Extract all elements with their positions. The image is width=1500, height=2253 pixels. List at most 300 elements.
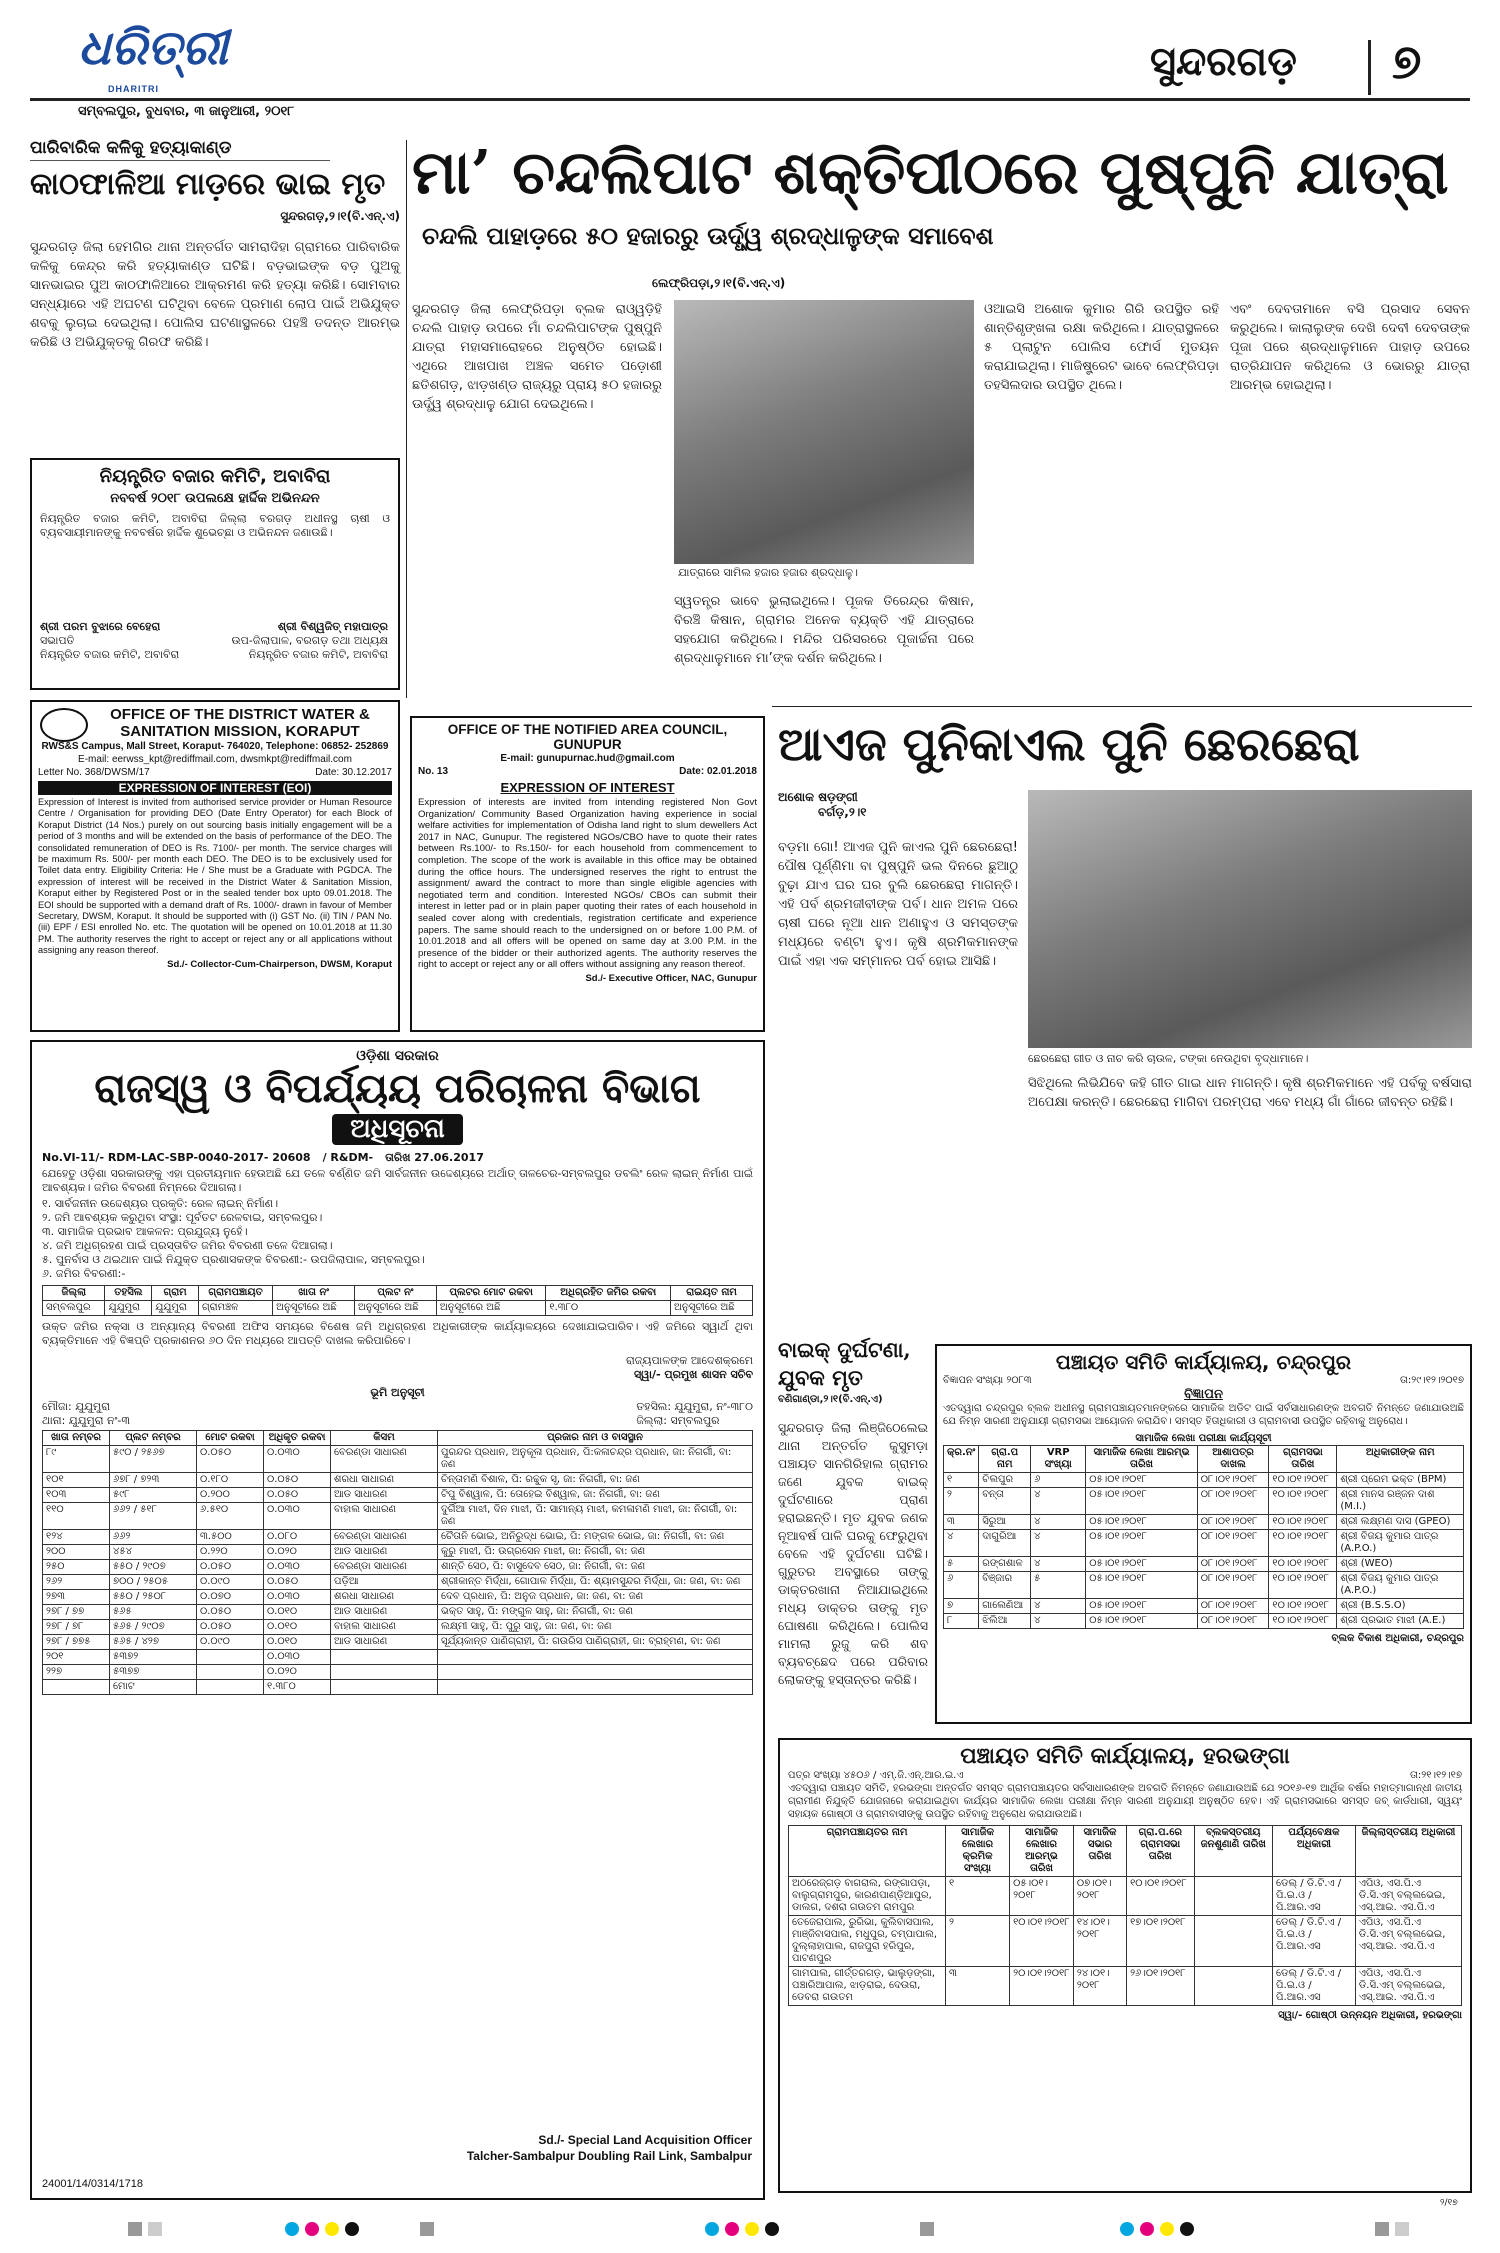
table-row: [944, 1515, 1464, 1530]
table-cell: ଡେଲ୍ / ଡି.ଟି.ଏ / ପି.ଇ.ଓ / ପି.ଆର.ଏସ: [1272, 1877, 1355, 1916]
chherchhera-dateline: ବର୍ଗଡ଼,୨।୧: [818, 805, 867, 819]
table-cell: ୦.୦୩୦: [264, 1650, 331, 1665]
table-cell: ୦୫।୦୧।୨୦୧୮: [1086, 1614, 1198, 1629]
gray-patch: [128, 2222, 142, 2236]
table-cell: ୦.୦୫୦: [197, 1446, 264, 1473]
chandrapur-table: [943, 1445, 1464, 1629]
table-header: VRP ସଂଖ୍ୟା: [1031, 1446, 1086, 1473]
table-cell: ଅନୁସୂଚୀରେ ଅଛି: [273, 1301, 355, 1316]
table-cell: ୧: [944, 1473, 979, 1488]
revenue-notification-ad: [30, 1040, 765, 2200]
table-cell: ୧୦।୦୧।୨୦୧୮: [1269, 1530, 1337, 1557]
table-cell: ୦.୦୫୦: [197, 1605, 264, 1620]
table-row: [944, 1599, 1464, 1614]
table-row: [43, 1590, 753, 1605]
dateline-bar: [30, 98, 1470, 101]
yellow-dot: [1160, 2222, 1174, 2236]
table-cell: ୨୭୮ / ୭୮: [43, 1620, 110, 1635]
table-header: ଗ୍ରାମ: [152, 1286, 199, 1301]
chherchhera-photo-caption: ଛେରଛେରା ଗୀତ ଓ ନାଚ କରି ଚାଉଳ, ଟଙ୍କା ନେଉଥିବା ବୃଦ୍ଧାମାନେ।: [1028, 1052, 1309, 1065]
gray-patch: [1375, 2222, 1389, 2236]
table-cell: ଏପିଓ, ଏସ.ପି.ଏ ଡି.ସି.ଏମ୍ ବଲ୍ଲଭେଇ, ଏସ୍.ଆଇ. ଏସ.ପି.ଏ: [1355, 1916, 1461, 1967]
table-cell: ୨୦୦: [43, 1545, 110, 1560]
table-row: [789, 1967, 1462, 2006]
table-cell: ୫୬୫ / ୨୯୦୭: [110, 1620, 197, 1635]
table-header: ସାମାଜିକ ସଭାର ତାରିଖ: [1073, 1826, 1126, 1877]
table-cell: ଶ୍ରୀ (B.S.S.O): [1337, 1599, 1464, 1614]
masthead: [0, 0, 1500, 125]
table-cell: ୮: [944, 1614, 979, 1629]
table-row: [43, 1620, 753, 1635]
table-cell: ଆଡ ସାଧାରଣ: [331, 1635, 438, 1650]
table-cell: ୫୫୦ / ୨୯୦୭: [110, 1560, 197, 1575]
table-cell: ୧.୩୮୦: [264, 1680, 331, 1695]
rev-banner: ଅଧିସୂଚନା: [332, 1114, 462, 1145]
table-cell: ଅନୁସୂଚୀରେ ଅଛି: [436, 1301, 546, 1316]
table-row: [43, 1473, 753, 1488]
chherchhera-photo: [1028, 790, 1472, 1048]
chandrapur-body: ଏତଦ୍ୱାରା ଚନ୍ଦ୍ରପୁର ବ୍ଲକ ଅଧୀନସ୍ଥ ଗ୍ରାମପଞ୍ଚାୟତମାନଙ୍କରେ ସାମାଜିକ ଅଡିଟ ପାଇଁ ସର୍ବସାଧାରଣଙ୍କ ଅବଗତି ନିମନ୍ତେ ଜଣାଯାଉଅଛି ଯେ ନିମ୍ନ ସାରଣୀ ଅନୁଯାୟୀ ଗ୍ରାମସଭା ଆୟୋଜନ କରାଯିବ। ସମସ୍ତ ହିତାଧିକାରୀ ଓ ଗ୍ରାମବାସୀ ଉପସ୍ଥିତ ରହିବାକୁ ଅନୁରୋଧ।: [943, 1403, 1464, 1427]
table-header: ପ୍ଲଟ ନମ୍ବର: [110, 1431, 197, 1446]
main-photo: [674, 300, 974, 582]
table-cell: ୫୯୮: [110, 1488, 197, 1503]
table-cell: [438, 1650, 753, 1665]
nac-date: Date: 02.01.2018: [679, 766, 757, 777]
nac-gunupur-ad: [410, 716, 765, 1032]
table-cell: ପଡ଼ିଆ: [331, 1575, 438, 1590]
table-cell: ୩.୫୦୦: [197, 1530, 264, 1545]
table-header-row: [43, 1431, 753, 1446]
table-cell: ୬୭୮ / ୭୨୩: [110, 1473, 197, 1488]
table-cell: ୬୬୨: [110, 1530, 197, 1545]
table-cell: ଝିଲିଆ: [979, 1614, 1031, 1629]
rev-dept: ରାଜସ୍ୱ ଓ ବିପର୍ଯ୍ୟୟ ପରିଚାଳନା ବିଭାଗ: [94, 1065, 701, 1112]
chandrapur-sign: ବ୍ଲକ ବିକାଶ ଅଧିକାରୀ, ଚନ୍ଦ୍ରପୁର: [1331, 1633, 1464, 1644]
section-divider: [1368, 40, 1371, 95]
table-cell: ୦.୦୫୦: [264, 1488, 331, 1503]
dwsm-letter-no: Letter No. 368/DWSM/17: [38, 767, 150, 778]
table-cell: ୫୫୦ / ୨୫୦୮: [110, 1590, 197, 1605]
table-header: ସାମାଜିକ ଲେଖାର କ୍ରମିକ ସଂଖ୍ୟା: [946, 1826, 1010, 1877]
table-cell: ଶାନ୍ତି ସେଠ, ପି: ବାସୁଦେବ ସେଠ, ଜା: ନିଗର୍ଗୀ, ବା: ଜଣ: [438, 1560, 753, 1575]
main-dateline: ଲେଫ୍ରିପଡ଼ା,୨।୧(ବି.ଏନ୍.ଏ): [652, 276, 786, 290]
table-header: ପ୍ରଜାର ନାମ ଓ ବାସସ୍ଥାନ: [438, 1431, 753, 1446]
rev-code: 24001/14/0314/1718: [42, 2178, 143, 2190]
sign-role: ସଭାପତି: [40, 634, 75, 647]
table-row: [43, 1301, 753, 1316]
magenta-dot: [305, 2222, 319, 2236]
table-cell: ୧୦।୦୧।୨୦୧୮: [1269, 1515, 1337, 1530]
table-cell: ଡେଲ୍ / ଡି.ଟି.ଏ / ପି.ଇ.ଓ / ପି.ଆର.ଏସ: [1272, 1916, 1355, 1967]
harbhanga-body: ଏତଦ୍ୱାରା ପଞ୍ଚାୟତ ସମିତି, ହରଭଙ୍ଗା ଅନ୍ତର୍ଗତ ସମସ୍ତ ଗ୍ରାମପଞ୍ଚାୟତର ସର୍ବସାଧାରଣଙ୍କ ଅବଗତି ନିମନ୍ତେ ଜଣାଯାଉଅଛି ଯେ ୨୦୧୬-୧୭ ଆର୍ଥିକ ବର୍ଷର ମହାତ୍ମାଗାନ୍ଧୀ ଜାତୀୟ ଗ୍ରାମୀଣ ନିଯୁକ୍ତି ଯୋଜନାରେ କରାଯାଇଥିବା କାର୍ଯ୍ୟର ସାମାଜିକ ଲେଖା ପରୀକ୍ଷା ନିମ୍ନ ସାରଣୀ ଅନୁଯାୟୀ ଅନୁଷ୍ଠିତ ହେବ। ଏହି ଗ୍ରାମସଭାରେ ସମସ୍ତ ଜବ୍ କାର୍ଡଧାରୀ, ସ୍ୱୟଂ ସହାୟକ ଗୋଷ୍ଠୀ ଓ ଗ୍ରାମବାସୀଙ୍କୁ ଉପସ୍ଥିତ ରହିବାକୁ ଅନୁରୋଧ କରାଯାଉଅଛି।: [788, 1783, 1462, 1820]
table-cell: ୦୫।୦୧।୨୦୧୮: [1086, 1473, 1198, 1488]
dwsm-sign: Sd./- Collector-Cum-Chairperson, DWSM, Koraput: [167, 958, 392, 970]
magenta-dot: [725, 2222, 739, 2236]
table-cell: ଆଡ ସାଧାରଣ: [331, 1545, 438, 1560]
black-dot: [765, 2222, 779, 2236]
table-cell: ୧୦।୦୧।୨୦୧୮: [1269, 1473, 1337, 1488]
table-cell: [197, 1680, 264, 1695]
main-col2: ସ୍ୱତନ୍ତ୍ର ଭାବେ ଭୁଲାଇଥିଲେ। ପୂଜକ ତିରେନ୍ଦ୍ର କିଷାନ, ବିରଞ୍ଚି କିଷାନ, ଗ୍ରାମର ଅନେକ ବ୍ୟକ୍ତି ଏହି ଯାତ୍ରାରେ ସହଯୋଗ କରିଥିଲେ। ମନ୍ଦିର ପରିସରରେ ପୂଜାର୍ଚ୍ଚନା ପରେ ଶ୍ରଦ୍ଧାଳୁମାନେ ମା’ଙ୍କ ଦର୍ଶନ କରିଥିଲେ।: [674, 594, 974, 666]
table-cell: ୩: [944, 1515, 979, 1530]
nac-ref-row: [418, 765, 757, 778]
rev-governor: ରାଜ୍ୟପାଳଙ୍କ ଆଦେଶକ୍ରମେ: [626, 1354, 753, 1367]
chandrapur-table-title: ସାମାଜିକ ଲେଖା ପରୀକ୍ଷା କାର୍ଯ୍ୟସୂଚୀ: [1135, 1433, 1272, 1444]
rev-item: ୪. ଜମି ଅଧିଗ୍ରହଣ ପାଇଁ ପ୍ରସ୍ତାବିତ ଜମିର ବିବରଣୀ ତଳେ ଦିଆଗଲା।: [42, 1239, 333, 1252]
table-header: ଅଧିଗ୍ରହିତ ଜମିର ରକବା: [546, 1286, 671, 1301]
dwsm-date: Date: 30.12.2017: [315, 767, 392, 778]
table-cell: ୦୮।୦୧।୨୦୧୮: [1197, 1599, 1269, 1614]
newspaper-logo-sub: DHARITRI: [108, 84, 159, 94]
harbhanga-ad: [778, 1738, 1472, 2193]
table-cell: ବିଞ୍ଜାର: [979, 1572, 1031, 1599]
table-cell: ୪: [1031, 1557, 1086, 1572]
table-cell: କୁରୁ ମାଝୀ, ପି: ଉଗ୍ରସେନ ମାଝୀ, ଜା: ନିଗର୍ଗୀ, ବା: ଜଣ: [438, 1545, 753, 1560]
table-cell: ଯୁଯୁମୁରା: [152, 1301, 199, 1316]
rev-body: ଯେହେତୁ ଓଡ଼ିଶା ସରକାରଙ୍କୁ ଏହା ପ୍ରତୀୟମାନ ହେଉଅଛି ଯେ ତଳେ ବର୍ଣ୍ଣିତ ଜମି ସାର୍ବଜନୀନ ଉଦ୍ଦେଶ୍ୟରେ ଅର୍ଥାତ୍ ତାଳଚେର-ସମ୍ବଲପୁର ଡବଲିଂ ରେଳ ଲାଇନ୍ ନିର୍ମାଣ ପାଇଁ ଆବଶ୍ୟକ। ଜମିର ବିବରଣୀ ନିମ୍ନରେ ଦିଆଗଲା।: [42, 1167, 753, 1194]
gray-patch: [1395, 2222, 1409, 2236]
table-row: [43, 1680, 753, 1695]
table-cell: ୨୪।୦୧।୨୦୧୮: [1073, 1967, 1126, 2006]
table-cell: ୨: [946, 1916, 1010, 1967]
table-cell: ୫: [944, 1557, 979, 1572]
nac-email: E-mail: gunupurnac.hud@gmail.com: [500, 753, 675, 764]
footer-code: ୨/୧୭: [1440, 2198, 1458, 2208]
table-cell: ୦.୨୦୦: [197, 1488, 264, 1503]
table-header: ଅଧିକାରୀଙ୍କ ନାମ: [1337, 1446, 1464, 1473]
table-cell: ୨୭୩: [43, 1590, 110, 1605]
table-cell: ଏପିଓ, ଏସ.ପି.ଏ ଡି.ସି.ଏମ୍ ବଲ୍ଲଭେଇ, ଏସ୍.ଆଇ. ଏସ.ପି.ଏ: [1355, 1967, 1461, 2006]
table-cell: ଶ୍ରୀ ପ୍ରଭାତ ମାଝୀ (A.E.): [1337, 1614, 1464, 1629]
yellow-dot: [325, 2222, 339, 2236]
table-row: [43, 1665, 753, 1680]
main-col3: ଓଆଇସି ଅଶୋକ କୁମାର ଗିରି ଉପସ୍ଥିତ ରହି ଶାନ୍ତିଶୃଙ୍ଖଳା ରକ୍ଷା କରିଥିଲେ। ଯାତ୍ରାସ୍ଥଳରେ ୫ ପ୍ଲାଟୁନ ପୋଲିସ ଫୋର୍ସ ମୁତୟନ କରାଯାଇଥିଲା। ମାଜିଷ୍ଟ୍ରେଟ ଭାବେ ଲେଫ୍ରିପଡ଼ା ତହସିଲଦାର ଉପସ୍ଥିତ ଥିଲେ।: [984, 302, 1219, 393]
rev-land-table: [42, 1430, 753, 1695]
table-cell: ଅଠରେଜ୍‌ଗଡ଼ ବାଗରାଲ, ରଙ୍ଗାପଡ଼ା, ବାଲୁଗ୍ରାମପୁର, କାରଣପାଣ୍ଡ଼ିଆପୁର, ଡାଲଗ, ଦଶରା ଗଉତମ ରାମପୁର: [789, 1877, 946, 1916]
table-cell: ୦.୦୮୦: [264, 1530, 331, 1545]
table-header: ଖାତା ନମ୍ବର: [43, 1431, 110, 1446]
table-cell: ୨୭୮ / ୭୭୫: [43, 1635, 110, 1650]
table-cell: ୬: [944, 1572, 979, 1599]
table-row: [944, 1572, 1464, 1599]
rev-sign: [452, 2132, 752, 2164]
chandrapur-ad: [935, 1344, 1472, 1724]
table-cell: [438, 1680, 753, 1695]
nac-no: No. 13: [418, 766, 449, 777]
table-row: [944, 1557, 1464, 1572]
table-cell: ୦୫।୦୧।୨୦୧୮: [1010, 1877, 1074, 1916]
table-header: କ୍ର.ନଂ: [944, 1446, 979, 1473]
rev-summary-table: [42, 1285, 753, 1316]
table-cell: ୦.୦୩୦: [264, 1503, 331, 1530]
bike-dateline: ବଣିଗାଣ୍ଡା,୨।୧(ବି.ଏନ୍.ଏ): [778, 1394, 883, 1405]
harbhanga-notice-no: ପତ୍ର ସଂଖ୍ୟା ୪୫୦୬ / ଏମ୍.ଜି.ଏନ୍.ଆର.ଇ.ଏ: [788, 1770, 964, 1781]
table-cell: ୧୨୪: [43, 1530, 110, 1545]
rev-thana: ଥାନା: ଯୁଯୁମୁରା ନଂ-୩: [42, 1414, 131, 1427]
table-cell: ସିରୁଆ: [979, 1515, 1031, 1530]
table-cell: ଶ୍ରୀ ବିଜୟ କୁମାର ପାତ୍ର (A.P.O.): [1337, 1572, 1464, 1599]
black-dot: [345, 2222, 359, 2236]
table-header: କିସମ: [331, 1431, 438, 1446]
table-header: ଗ୍ରା.ପ ନାମ: [979, 1446, 1031, 1473]
table-cell: ୨: [944, 1488, 979, 1515]
main-subhead: ଚନ୍ଦଲି ପାହାଡ଼ରେ ୫୦ ହଜାରରୁ ଊର୍ଦ୍ଧ୍ୱ ଶ୍ରଦ୍ଧାଳୁଙ୍କ ସମାବେଶ: [422, 222, 994, 250]
table-cell: ୦.୧୮୦: [197, 1473, 264, 1488]
rev-ref-no: No.VI-11/- RDM-LAC-SBP-0040-2017- 20608: [42, 1151, 311, 1164]
rev-tahasil: ତହସିଲ: ଯୁଯୁମୁରା, ନଂ-୩୮୦: [636, 1400, 753, 1413]
chandrapur-heading: ବିଜ୍ଞାପନ: [1184, 1387, 1223, 1402]
table-cell: ବାହାଲ ସାଧାରଣ: [331, 1503, 438, 1530]
table-cell: ଦେବ ପ୍ରଧାନ, ପି: ଅନୁଜ ପ୍ରଧାନ, ଜା: ଜଣ, ବା: ଜଣ: [438, 1590, 753, 1605]
table-cell: ୦୫।୦୧।୨୦୧୮: [1086, 1530, 1198, 1557]
table-cell: ସମ୍ବଲପୁର: [43, 1301, 105, 1316]
table-cell: ୨୦୧: [43, 1650, 110, 1665]
table-cell: ୦୫।୦୧।୨୦୧୮: [1086, 1599, 1198, 1614]
rev-item: ୫. ପୁନର୍ବାସ ଓ ଥଇଥାନ ପାଇଁ ନିଯୁକ୍ତ ପ୍ରଶାସକଙ୍କ ବିବରଣୀ:- ଉପଜିଲାପାଳ, ସମ୍ବଲପୁର।: [42, 1253, 425, 1266]
table-cell: ଟିପୁ ବିଶ୍ୱାଳ, ପି: ତୋହେଇ ବିଶ୍ୱାଳ, ଜା: ନିଗର୍ଗୀ, ବା: ଜଣ: [438, 1488, 753, 1503]
table-cell: ୪୫୪: [110, 1545, 197, 1560]
table-cell: ୦.୦୧୦: [264, 1635, 331, 1650]
table-cell: ଗ୍ରାମଞ୍ଚଳ: [198, 1301, 272, 1316]
table-cell: ଗାମପାଲ, ଗୀର୍ତ୍ତରଗଡ଼, ଭାଲୁଡ଼ଙ୍ଗା, ପଞ୍ଚାରିଆପାଲ, ଝାଡ଼ରାଇ, ଦେଉରା, ଡେବରା ଗଉତମ: [789, 1967, 946, 2006]
table-cell: ୨୭୮ / ୭୭: [43, 1605, 110, 1620]
table-cell: ଶ୍ରୀକାନ୍ତ ମିର୍ଦ୍ଧା, ଗୋପାଳ ମିର୍ଦ୍ଧା, ପି: ଶ୍ୟାମସୁନ୍ଦର ମିର୍ଦ୍ଧା, ଜା: ଜଣ, ବା: ଜଣ: [438, 1575, 753, 1590]
table-cell: [43, 1680, 110, 1695]
table-cell: ୭୦୦ / ୨୫୦୫: [110, 1575, 197, 1590]
table-cell: ୨୨୭: [43, 1665, 110, 1680]
table-cell: ୦.୦୯୦: [197, 1575, 264, 1590]
table-cell: ଅନୁସୂଚୀରେ ଅଛି: [671, 1301, 753, 1316]
table-row: [944, 1530, 1464, 1557]
story-dateline: ସୁନ୍ଦରଗଡ଼,୨।୧(ବି.ଏନ୍.ଏ): [280, 209, 400, 223]
table-cell: ୦୭।୦୧।୨୦୧୮: [1073, 1877, 1126, 1916]
table-cell: ୦୫।୦୧।୨୦୧୮: [1086, 1557, 1198, 1572]
section-title: ସୁନ୍ଦରଗଡ଼: [1150, 38, 1297, 85]
table-cell: ଅନୁସୂଚୀରେ ଅଛି: [355, 1301, 437, 1316]
table-cell: ୪: [1031, 1515, 1086, 1530]
table-header: ଅଧିକୃତ ରକବା: [264, 1431, 331, 1446]
table-cell: ସୂର୍ଯ୍ୟକାନ୍ତ ପାଣିଗ୍ରାହୀ, ପି: ଗଉରିସ ପାଣିଗ୍ରାହୀ, ଜା: ବ୍ରାହ୍ମଣ, ବା: ଜଣ: [438, 1635, 753, 1650]
chandrapur-title: ପଞ୍ଚାୟତ ସମିତି କାର୍ଯ୍ୟାଳୟ, ଚନ୍ଦ୍ରପୁର: [1055, 1350, 1352, 1374]
ad-subtitle: ନବବର୍ଷ ୨୦୧୮ ଉପଲକ୍ଷେ ହାର୍ଦ୍ଦିକ ଅଭିନନ୍ଦନ: [110, 491, 320, 506]
table-row: [944, 1614, 1464, 1629]
rev-banner-wrap: [42, 1114, 753, 1145]
table-cell: [331, 1680, 438, 1695]
story-murder: [30, 138, 400, 450]
table-header: ପ୍ଲଟର ମୋଟ ରକବା: [436, 1286, 546, 1301]
sign-name: ଶ୍ରୀ ବିଶ୍ୱଜିତ୍ ମହାପାତ୍ର: [277, 620, 388, 633]
table-cell: ୦୮।୦୧।୨୦୧୮: [1197, 1515, 1269, 1530]
table-cell: [1194, 1967, 1272, 2006]
sign-org: ନିୟନ୍ତ୍ରିତ ବଜାର କମିଟି, ଅବାବିରା: [248, 648, 388, 661]
table-cell: ୫୯୦ / ୨୫୬୭: [110, 1446, 197, 1473]
market-committee-ad: [30, 458, 400, 690]
black-dot: [1180, 2222, 1194, 2236]
gray-patch: [148, 2222, 162, 2236]
table-cell: ରଙ୍ଗଶାଳ: [979, 1557, 1031, 1572]
table-cell: ୦.୦୨୦: [264, 1545, 331, 1560]
table-cell: ୬.୫୧୦: [197, 1503, 264, 1530]
table-cell: ଶ୍ରୀ ବିଜୟ କୁମାର ପାତ୍ର (A.P.O.): [1337, 1530, 1464, 1557]
dwsm-title: OFFICE OF THE DISTRICT WATER & SANITATION MISSION, KORAPUT: [110, 706, 370, 740]
dwsm-address: RWS&S Campus, Mall Street, Koraput- 764020, Telephone: 06852- 252869: [41, 741, 389, 752]
table-cell: ଚିଲପୁର: [979, 1473, 1031, 1488]
table-cell: [331, 1650, 438, 1665]
table-cell: ୧୦୧: [43, 1473, 110, 1488]
table-cell: ୦୮।୦୧।୨୦୧୮: [1197, 1557, 1269, 1572]
rev-header: ଓଡ଼ିଶା ସରକାର: [356, 1048, 439, 1064]
chherchhera-col1: ବଡ଼ମା ଗୋ! ଆଏଜ ପୁନି କାଏଲ ପୁନି ଛେରଛେରା! ପୌଷ ପୂର୍ଣ୍ଣିମା ବା ପୁଷ୍ପୁନି ଭଲ ଦିନରେ ଛୁଆଠୁ ବୁଢ଼ା ଯାଏ ଘର ଘର ବୁଲି ଛେରଛେରା ମାଗନ୍ତି। ଏହି ପର୍ବ ଶ୍ରମଜୀବୀଙ୍କ ପର୍ବ। ଧାନ ଅମଳ ପରେ ଚାଷୀ ଘରେ ନୂଆ ଧାନ ଅଣାହୁଏ ଓ ସମସ୍ତଙ୍କ ମଧ୍ୟରେ ବଣ୍ଟା ହୁଏ। କୃଷି ଶ୍ରମିକମାନଙ୍କ ପାଇଁ ଏହା ଏକ ସମ୍ମାନର ପର୍ବ ହୋଇ ଆସିଛି।: [778, 840, 1018, 969]
table-cell: ୫୬୫: [110, 1605, 197, 1620]
rev-gov-sign: ସ୍ୱା/- ପ୍ରମୁଖ ଶାସନ ସଚିବ: [633, 1368, 753, 1381]
table-row: [43, 1650, 753, 1665]
rev-item: ୨. ଜମି ଆବଶ୍ୟକ କରୁଥିବା ସଂସ୍ଥା: ପୂର୍ବତଟ ରେଳବାଇ, ସମ୍ବଲପୁର।: [42, 1211, 323, 1224]
table-cell: [197, 1650, 264, 1665]
rev-sign-line2: Talcher-Sambalpur Doubling Rail Link, Sambalpur: [466, 2149, 752, 2163]
newspaper-logo: ଧରିତ୍ରୀ: [78, 20, 228, 76]
table-cell: ୧: [946, 1877, 1010, 1916]
table-cell: ୫୩୭୨: [110, 1650, 197, 1665]
main-headline: ମା’ ଚନ୍ଦଲିପାଟ ଶକ୍ତିପୀଠରେ ପୁଷ୍ପୁନି ଯାତ୍ରା: [412, 138, 1449, 208]
harbhanga-title: ପଞ୍ଚାୟତ ସମିତି କାର୍ଯ୍ୟାଳୟ, ହରଭଙ୍ଗା: [960, 1744, 1290, 1769]
table-cell: ୪: [1031, 1530, 1086, 1557]
table-cell: ୦.୦୫୦: [197, 1560, 264, 1575]
ad-sign-right: [218, 620, 388, 662]
table-cell: ୦.୦୩୦: [264, 1590, 331, 1605]
rev-schedule-title: ଭୂମି ଅନୁସୂଚୀ: [370, 1386, 425, 1399]
chherchhera-byline: ଅଶୋକ ଷଡ଼ଙ୍ଗୀ: [778, 790, 858, 804]
table-cell: ଆଡ ସାଧାରଣ: [331, 1605, 438, 1620]
table-row: [944, 1473, 1464, 1488]
table-cell: ୫୬୫ / ୪୨୭: [110, 1635, 197, 1650]
table-cell: ୭: [944, 1599, 979, 1614]
table-cell: ୦୫।୦୧।୨୦୧୮: [1086, 1488, 1198, 1515]
table-cell: ଚିନ୍ତାମଣି ବିଶାଳ, ପି: ରଚ୍ଚୁକ ସୃ, ଜା: ନିଗର୍ଗୀ, ବା: ଜଣ: [438, 1473, 753, 1488]
gray-patch: [420, 2222, 434, 2236]
table-header: ଖାତା ନଂ: [273, 1286, 355, 1301]
table-header: ଗ୍ରାମପଞ୍ଚାୟତ: [198, 1286, 272, 1301]
main-col4: ଏବଂ ଦେବତାମାନେ ବସି ପ୍ରସାଦ ସେବନ କରୁଥିଲେ। କାଲାଲୁଙ୍କ ଦେଖି ଦେବୀ ଦେବତାଙ୍କ ପୂଜା ପରେ ଶ୍ରଦ୍ଧାଳୁମାନେ ପାହାଡ଼ ଉପରେ ରାତ୍ରିଯାପନ କରିଥିଲେ ଓ ଭୋରରୁ ଯାତ୍ରା ଆରମ୍ଭ ହୋଇଥିଲା।: [1230, 302, 1470, 393]
table-cell: ୦୮।୦୧।୨୦୧୮: [1197, 1488, 1269, 1515]
table-cell: [438, 1665, 753, 1680]
table-header: ରାଇୟତ ନାମ: [671, 1286, 753, 1301]
table-cell: ୮୯: [43, 1446, 110, 1473]
table-header: ମୋଟ ରକବା: [197, 1431, 264, 1446]
sign-role: ଉପ-ଜିଲାପାଳ, ବରଗଡ଼ ତଥା ଅଧ୍ୟକ୍ଷ: [231, 634, 388, 647]
table-cell: ୧୧୦: [43, 1503, 110, 1530]
table-cell: ୫୩୭୭: [110, 1665, 197, 1680]
table-cell: ୧୦।୦୧।୨୦୧୮: [1269, 1599, 1337, 1614]
bike-body: ସୁନ୍ଦରଗଡ଼ ଜିଲା ଲିଞ୍ଜିଠେଲେଇ ଥାନା ଅନ୍ତର୍ଗତ କୁସୁମଡ଼ା ପଞ୍ଚାୟତ ସାନଗିରିହାଲ ଗ୍ରାମର ଜଣେ ଯୁବକ ବାଇକ୍ ଦୁର୍ଘଟଣାରେ ପ୍ରାଣ ହରାଇଛନ୍ତି। ମୃତ ଯୁବକ ଜଣକ ନୂଆବର୍ଷ ପାଳି ଘରକୁ ଫେରୁଥିବା ବେଳେ ଏହି ଦୁର୍ଘଟଣା ଘଟିଛି। ଗୁରୁତର ଅବସ୍ଥାରେ ତାଙ୍କୁ ଡାକ୍ତରଖାନା ନିଆଯାଇଥିଲେ ମଧ୍ୟ ଡାକ୍ତର ତାଙ୍କୁ ମୃତ ଘୋଷଣା କରିଥିଲେ। ପୋଲିସ ମାମଲା ରୁଜୁ କରି ଶବ ବ୍ୟବଚ୍ଛେଦ ପରେ ପରିବାର ଲୋକଙ୍କୁ ହସ୍ତାନ୍ତର କରିଛି।: [778, 1420, 928, 1687]
table-cell: ବନ୍ତା: [979, 1488, 1031, 1515]
chherchhera-headline: ଆଏଜ ପୁନିକାଏଲ ପୁନି ଛେରଛେରା: [778, 717, 1360, 771]
table-cell: ଗାଲେଣିଆ: [979, 1599, 1031, 1614]
story-body: ସୁନ୍ଦରଗଡ଼ ଜିଲା ହେମଗିର ଥାନା ଅନ୍ତର୍ଗତ ସାମରାଦିହା ଗ୍ରାମରେ ପାରିବାରିକ କଳିକୁ କେନ୍ଦ୍ର କରି ହତ୍ୟାକାଣ୍ଡ ଘଟିଛି। ବଡ଼ଭାଇଙ୍କ ବଡ଼ ପୁଅକୁ ସାନଭାଇର ପୁଅ କାଠଫାଳିଆରେ ଆକ୍ରମଣ କରି ହତ୍ୟା କରିଛି। ସୋମବାର ସନ୍ଧ୍ୟାରେ ଏହି ଅଘଟଣ ଘଟିଥିବା ବେଳେ ପ୍ରମାଣ ଲୋପ ପାଇଁ ଅଭିଯୁକ୍ତ ଶବକୁ ଲୁଚାଇ ଦେଇଥିଲା। ପୋଲିସ ଘଟଣାସ୍ଥଳରେ ପହଞ୍ଚି ତଦନ୍ତ ଆରମ୍ଭ କରିଛି ଓ ଅଭିଯୁକ୍ତକୁ ଗିରଫ କରିଛି।: [30, 240, 400, 350]
rev-district: ଜିଲ୍ଲା: ସମ୍ବଲପୁର: [636, 1414, 720, 1427]
table-row: [43, 1560, 753, 1575]
table-cell: ୦.୦୭୦: [197, 1590, 264, 1605]
table-cell: ୨୦।୦୧।୨୦୧୮: [1010, 1967, 1074, 2006]
table-cell: ୦.୦୩୦: [264, 1446, 331, 1473]
table-cell: ଦୁର୍ଗିଆ ମାଝୀ, ଦିନ ମାଝୀ, ପି: ସାମାନ୍ୟ ମାଝୀ, କମଳାମଣି ମାଝୀ, ଜା: ନିଗର୍ଗୀ, ବା: ଜଣ: [438, 1503, 753, 1530]
table-cell: ଡେଲ୍ / ଡି.ଟି.ଏ / ପି.ଇ.ଓ / ପି.ଆର.ଏସ: [1272, 1967, 1355, 2006]
table-row: [43, 1488, 753, 1503]
table-cell: ୬୬୨ / ୫୧୮: [110, 1503, 197, 1530]
table-cell: ୪: [1031, 1488, 1086, 1515]
table-cell: ୨୬୨: [43, 1575, 110, 1590]
table-header: ସାମାଜିକ ଲେଖା ଆରମ୍ଭ ତାରିଖ: [1086, 1446, 1198, 1473]
table-cell: ଶରଧା ସାଧାରଣ: [331, 1473, 438, 1488]
table-cell: ୧୦୩: [43, 1488, 110, 1503]
dwsm-ref-row: [38, 766, 392, 779]
table-cell: ୧୦।୦୧।୨୦୧୮: [1269, 1557, 1337, 1572]
bike-headline: ବାଇକ୍ ଦୁର୍ଘଟଣା, ଯୁବକ ମୃତ: [778, 1337, 911, 1390]
harbhanga-table: [788, 1825, 1462, 2006]
table-cell: ଆଡ ସାଧାରଣ: [331, 1488, 438, 1503]
table-header-row: [789, 1826, 1462, 1877]
dwsm-heading: EXPRESSION OF INTEREST (EOI): [38, 781, 392, 795]
table-cell: ୨୬।୦୧।୨୦୧୮: [1127, 1967, 1194, 2006]
table-row: [43, 1530, 753, 1545]
chandrapur-ref-row: [943, 1374, 1464, 1387]
table-header-row: [43, 1286, 753, 1301]
table-row: [43, 1575, 753, 1590]
table-header: ପ୍ଲଟ ନଂ: [355, 1286, 437, 1301]
table-cell: ୧୦।୦୧।୨୦୧୮: [1010, 1916, 1074, 1967]
ad-title: ନିୟନ୍ତ୍ରିତ ବଜାର କମିଟି, ଅବାବିରା: [99, 466, 331, 487]
table-row: [43, 1605, 753, 1620]
table-cell: ୦୫।୦୧।୨୦୧୮: [1086, 1572, 1198, 1599]
table-cell: ୦୮।୦୧।୨୦୧୮: [1197, 1614, 1269, 1629]
table-cell: ୬: [1031, 1473, 1086, 1488]
main-story: [412, 132, 1472, 712]
table-row: [789, 1877, 1462, 1916]
nac-heading: EXPRESSION OF INTEREST: [500, 780, 675, 795]
table-cell: ଶ୍ରୀ ମାନସ ରଞ୍ଜନ ଦାଶ (M.I.): [1337, 1488, 1464, 1515]
table-cell: ୧୦।୦୧।୨୦୧୮: [1269, 1572, 1337, 1599]
page-number: ୭: [1392, 34, 1422, 90]
table-cell: ୦.୦୫୦: [197, 1620, 264, 1635]
table-row: [43, 1545, 753, 1560]
table-cell: ୦୮।୦୧।୨୦୧୮: [1197, 1473, 1269, 1488]
table-cell: ୦.୦୧୦: [264, 1605, 331, 1620]
table-header: ଗ୍ରାମସଭା ତାରିଖ: [1269, 1446, 1337, 1473]
main-col1: ସୁନ୍ଦରଗଡ଼ ଜିଲା ଲେଫ୍ରିପଡ଼ା ବ୍ଲକ ରାଓ୍ୱଡ଼ିହି ଚନ୍ଦଲି ପାହାଡ଼ ଉପରେ ମାଁ ଚନ୍ଦଲିପାଟଙ୍କ ପୁଷ୍ପୁନି ଯାତ୍ରା ମହାସମାରୋହରେ ଅନୁଷ୍ଠିତ ହୋଇଛି। ଏଥିରେ ଆଖପାଖ ଅଞ୍ଚଳ ସମେତ ପଡ଼ୋଶୀ ଛତିଶଗଡ଼, ଝାଡ଼ଖଣ୍ଡ ରାଜ୍ୟରୁ ପ୍ରାୟ ୫୦ ହଜାରରୁ ଊର୍ଦ୍ଧ୍ୱ ଶ୍ରଦ୍ଧାଳୁ ଯୋଗ ଦେଇଥିଲେ।: [412, 302, 662, 412]
table-cell: ୧.୩୮୦: [546, 1301, 671, 1316]
table-header-row: [944, 1446, 1464, 1473]
rev-sign-line1: Sd./- Special Land Acquisition Officer: [538, 2133, 752, 2147]
table-row: [43, 1503, 753, 1530]
table-cell: ଶ୍ରୀ ପ୍ରେମ ଭକ୍ତ (BPM): [1337, 1473, 1464, 1488]
table-cell: ୧୦।୦୧।୨୦୧୮: [1127, 1877, 1194, 1916]
chandrapur-date: ତା:୨୯।୧୨।୨୦୧୭: [1399, 1375, 1464, 1386]
table-cell: ୧୦।୦୧।୨୦୧୮: [1269, 1614, 1337, 1629]
table-header: ଗ୍ରାମପଞ୍ଚାୟତର ନାମ: [789, 1826, 946, 1877]
chherchhera-col2: ସିଝିଥିଲେ ଲିଭିଯିବେ କହି ଗୀତ ଗାଇ ଧାନ ମାଗନ୍ତି। କୃଷି ଶ୍ରମିକମାନେ ଏହି ପର୍ବକୁ ବର୍ଷସାରା ଅପେକ୍ଷା କରନ୍ତି। ଛେରଛେରା ମାଗିବା ପରମ୍ପରା ଏବେ ମଧ୍ୟ ଗାଁ ଗାଁରେ ଜୀବନ୍ତ ରହିଛି।: [1028, 1076, 1472, 1110]
story-kicker: ପାରିବାରିକ କଳିକୁ ହତ୍ୟାକାଣ୍ଡ: [30, 138, 330, 161]
table-header: ସାମାଜିକ ଲେଖାର ଆରମ୍ଭ ତାରିଖ: [1010, 1826, 1074, 1877]
table-cell: ୧୭।୦୧।୨୦୧୮: [1127, 1916, 1194, 1967]
dwsm-emblem-icon: [40, 708, 88, 742]
table-cell: ୧୪।୦୧।୨୦୧୮: [1073, 1916, 1126, 1967]
table-cell: ବେରଣ୍ଡା ସାଧାରଣ: [331, 1446, 438, 1473]
dwsm-body: Expression of Interest is invited from authorised service provider or Human Resource Centre / Organisation for providing DEO (Date Entry Operator) for each Block of Koraput District (14 Nos.) purely on out sourcing basis initially engagement will be a period of 3 months and will be extended on the basis of performance of the DEO. The consolidated remuneration of DEO is Rs. 7100/- per month. The service charges will be maximum Rs. 500/- per month each DEO. The DEO is to be exclusively used for Toilet data entry. Eligibility Criteria: He / She must be a Graduate with PGDCA. The expression of interest will be received in the District Water & Sanitation Mission, Koraput either by Registered Post or in the sealed tender box upto 09.01.2018. The EOI should be supported with a demand draft of Rs. 1000/- drawn in favour of Member Secretary, DWSM, Koraput. It should be supported with (i) GST No. (ii) TIN / PAN No. (iii) EPF / ESI enrolled No. etc. The quotation will be opened on 10.01.2018 at 11.30 PM. The authority reserves the right to accept or reject any or all applications without assigning any reason thereof.: [38, 797, 392, 956]
table-cell: [1194, 1877, 1272, 1916]
dwsm-koraput-ad: [30, 700, 400, 1032]
ad-sign-left: [40, 620, 210, 662]
table-cell: ୦.୦୫୦: [264, 1575, 331, 1590]
table-cell: ପୁରନ୍ଦର ପ୍ରଧାନ, ଅନୁକୂଳା ପ୍ରଧାନ, ପି:କଳାଚନ୍ଦ୍ର ପ୍ରଧାନ, ଜା: ନିଗର୍ଗୀ, ବା: ଜଣ: [438, 1446, 753, 1473]
